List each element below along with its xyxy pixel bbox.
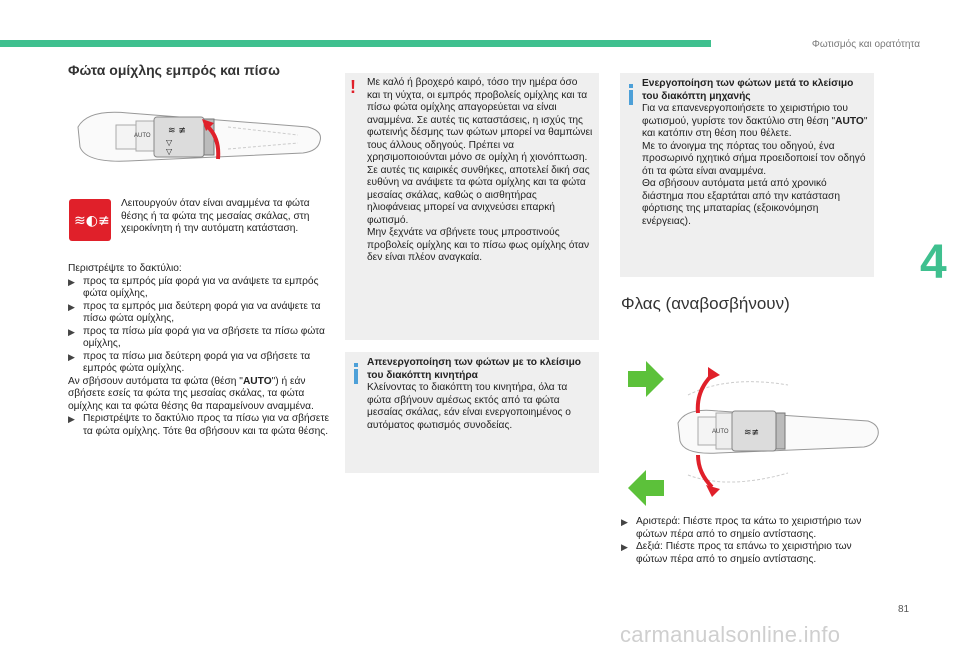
running-header: Φωτισμός και ορατότητα xyxy=(811,39,920,50)
info-icon xyxy=(629,90,633,105)
stalk-auto-label: AUTO xyxy=(712,429,729,435)
watermark: carmanualsonline.info xyxy=(620,622,841,647)
list-item: ▶ Αριστερά: Πιέστε προς τα κάτω το χειριστήριο των φώτων πέρα από το σημείο αντίστασης. xyxy=(621,516,862,540)
bullet-icon: ▶ xyxy=(68,276,75,287)
info-box-text: Κλείνοντας το διακόπτη του κινητήρα, όλα τα φώτα σβήνουν αμέσως εκτός από τα φώτα μεσαίας σκάλας, εάν είναι ενεργοποιημένος ο αυτόματος φωτισμός συνοδείας. xyxy=(367,382,571,431)
bullet-icon: ▶ xyxy=(68,414,75,424)
list-item: ▶ Δεξιά: Πιέστε προς τα επάνω το χειριστήριο των φώτων πέρα από το σημείο αντίστασης. xyxy=(621,541,852,565)
bullet-icon: ▶ xyxy=(68,326,75,337)
fog-lamp-indicator-icon xyxy=(69,199,111,241)
info-box-text-2: Με το άνοιγμα της πόρτας του οδηγού, ένα προσωρινό ηχητικό σήμα προειδοποιεί τον οδηγό ότι τα φώτα είναι αναμμένα. xyxy=(642,140,866,177)
info-box-title: Ενεργοποίηση των φώτων μετά το κλείσιμο του διακόπτη μηχανής xyxy=(642,78,854,102)
info-box-text-3: Θα σβήσουν αυτόματα μετά από χρονικό διάστημα που εξαρτάται από την κατάσταση φόρτισης της μπαταρίας (εξοικονόμηση ενέργειας). xyxy=(642,178,841,227)
svg-text:▽: ▽ xyxy=(166,147,173,156)
right-turn-arrow-icon xyxy=(626,359,666,404)
warning-box xyxy=(345,73,599,340)
list-item: ▶ προς τα πίσω μία φορά για να σβήσετε τα πίσω φώτα ομίχλης, xyxy=(68,325,325,349)
fog-indicator-description: Λειτουργούν όταν είναι αναμμένα τα φώτα θέσης ή τα φώτα της μεσαίας σκάλας, στη χειροκίνητη ή την αυτόματη κατάσταση. xyxy=(121,198,310,234)
down-arrow-icon xyxy=(706,485,720,497)
list-item: ▶ προς τα εμπρός μία φορά για να ανάψετε τα εμπρός φώτα ομίχλης, xyxy=(68,275,319,299)
list-item: ▶ Περιστρέψτε το δακτύλιο προς τα πίσω για να σβήσετε τα φώτα ομίχλης. Τότε θα σβήσουν και τα φώτα θέσης. xyxy=(68,413,330,437)
up-arrow-icon xyxy=(708,367,720,381)
svg-text:▽: ▽ xyxy=(166,138,173,147)
indicator-stalk-illustration xyxy=(668,355,886,505)
section-title-fog-lights: Φώτα ομίχλης εμπρός και πίσω xyxy=(68,62,280,78)
fog-symbols-icon: ≋ ≢ xyxy=(168,126,186,136)
bullet-icon: ▶ xyxy=(621,542,628,552)
chapter-number: 4 xyxy=(920,236,947,289)
svg-text:≋≢: ≋≢ xyxy=(744,428,760,438)
list-item: ▶ προς τα εμπρός μια δεύτερη φορά για να ανάψετε τα πίσω φώτα ομίχλης, xyxy=(68,300,321,324)
auto-paragraph: Αν σβήσουν αυτόματα τα φώτα (θέση "AUTO") ή εάν σβήσετε εσείς τα φώτα της μεσαίας σκάλας, τα φώτα ομίχλης και τα φώτα θέσης θα παραμείνουν αναμμένα. xyxy=(68,375,314,412)
svg-text:≋◐≢: ≋◐≢ xyxy=(74,213,110,229)
header-accent-bar xyxy=(0,40,711,47)
warning-icon: ! xyxy=(350,77,356,97)
bullet-icon: ▶ xyxy=(68,301,75,312)
bullet-icon: ▶ xyxy=(621,517,628,527)
fog-light-stalk-illustration xyxy=(68,97,330,183)
info-box-text: Για να επανενεργοποιήσετε το χειριστήριο του φωτισμού, γυρίστε τον δακτύλιο στη θέση "AUTO" και κατόπιν στη θέση που θέλετε. xyxy=(642,103,868,139)
info-box-title: Απενεργοποίηση των φώτων με το κλείσιμο του διακόπτη κινητήρα xyxy=(367,357,582,381)
warning-text-2: Μην ξεχνάτε να σβήνετε τους μπροστινούς προβολείς ομίχλης και το πίσω φως ομίχλης όταν δεν είναι πλέον αναγκαία. xyxy=(367,227,590,263)
list-item: ▶ προς τα πίσω μια δεύτερη φορά για να σβήσετε τα εμπρός φώτα ομίχλης. xyxy=(68,350,311,374)
page-number: 81 xyxy=(898,604,910,615)
bullet-icon: ▶ xyxy=(68,351,75,362)
instructions-intro: Περιστρέψτε το δακτύλιο: xyxy=(68,263,182,274)
indicator-instructions xyxy=(621,516,883,566)
stalk-auto-label: AUTO xyxy=(134,133,151,139)
info-box-lights-after-ignition xyxy=(620,73,874,277)
info-box-ignition-off xyxy=(345,352,599,473)
warning-text: Με καλό ή βροχερό καιρό, τόσο την ημέρα όσο και τη νύχτα, οι εμπρός προβολείς ομίχλης και τα πίσω φώτα ομίχλης απαγορεύεται να είναι αναμμένα. Σε αυτές τις καταστάσεις, η ισχύς της φωτεινής δέσμης των φώτων μπορεί να θαμπώνει τους άλλους οδηγούς. Πρέπει να χρησιμοποιούνται μόνο σε ομίχλη ή χιονόπτωση. Σε αυτές τις καιρικές συνθήκες, αποτελεί δική σας ευθύνη να ανάψετε τα φώτα ομίχλης και τα φώτα μεσαίας σκάλας, καθώς ο αισθητήρας ηλιοφάνειας μπορεί να ανιχνεύσει επαρκή φωτισμό. xyxy=(367,77,593,226)
left-turn-arrow-icon xyxy=(626,468,666,513)
fog-instructions xyxy=(68,263,330,438)
info-icon xyxy=(354,369,358,384)
section-title-indicators: Φλας (αναβοσβήνουν) xyxy=(621,294,790,313)
